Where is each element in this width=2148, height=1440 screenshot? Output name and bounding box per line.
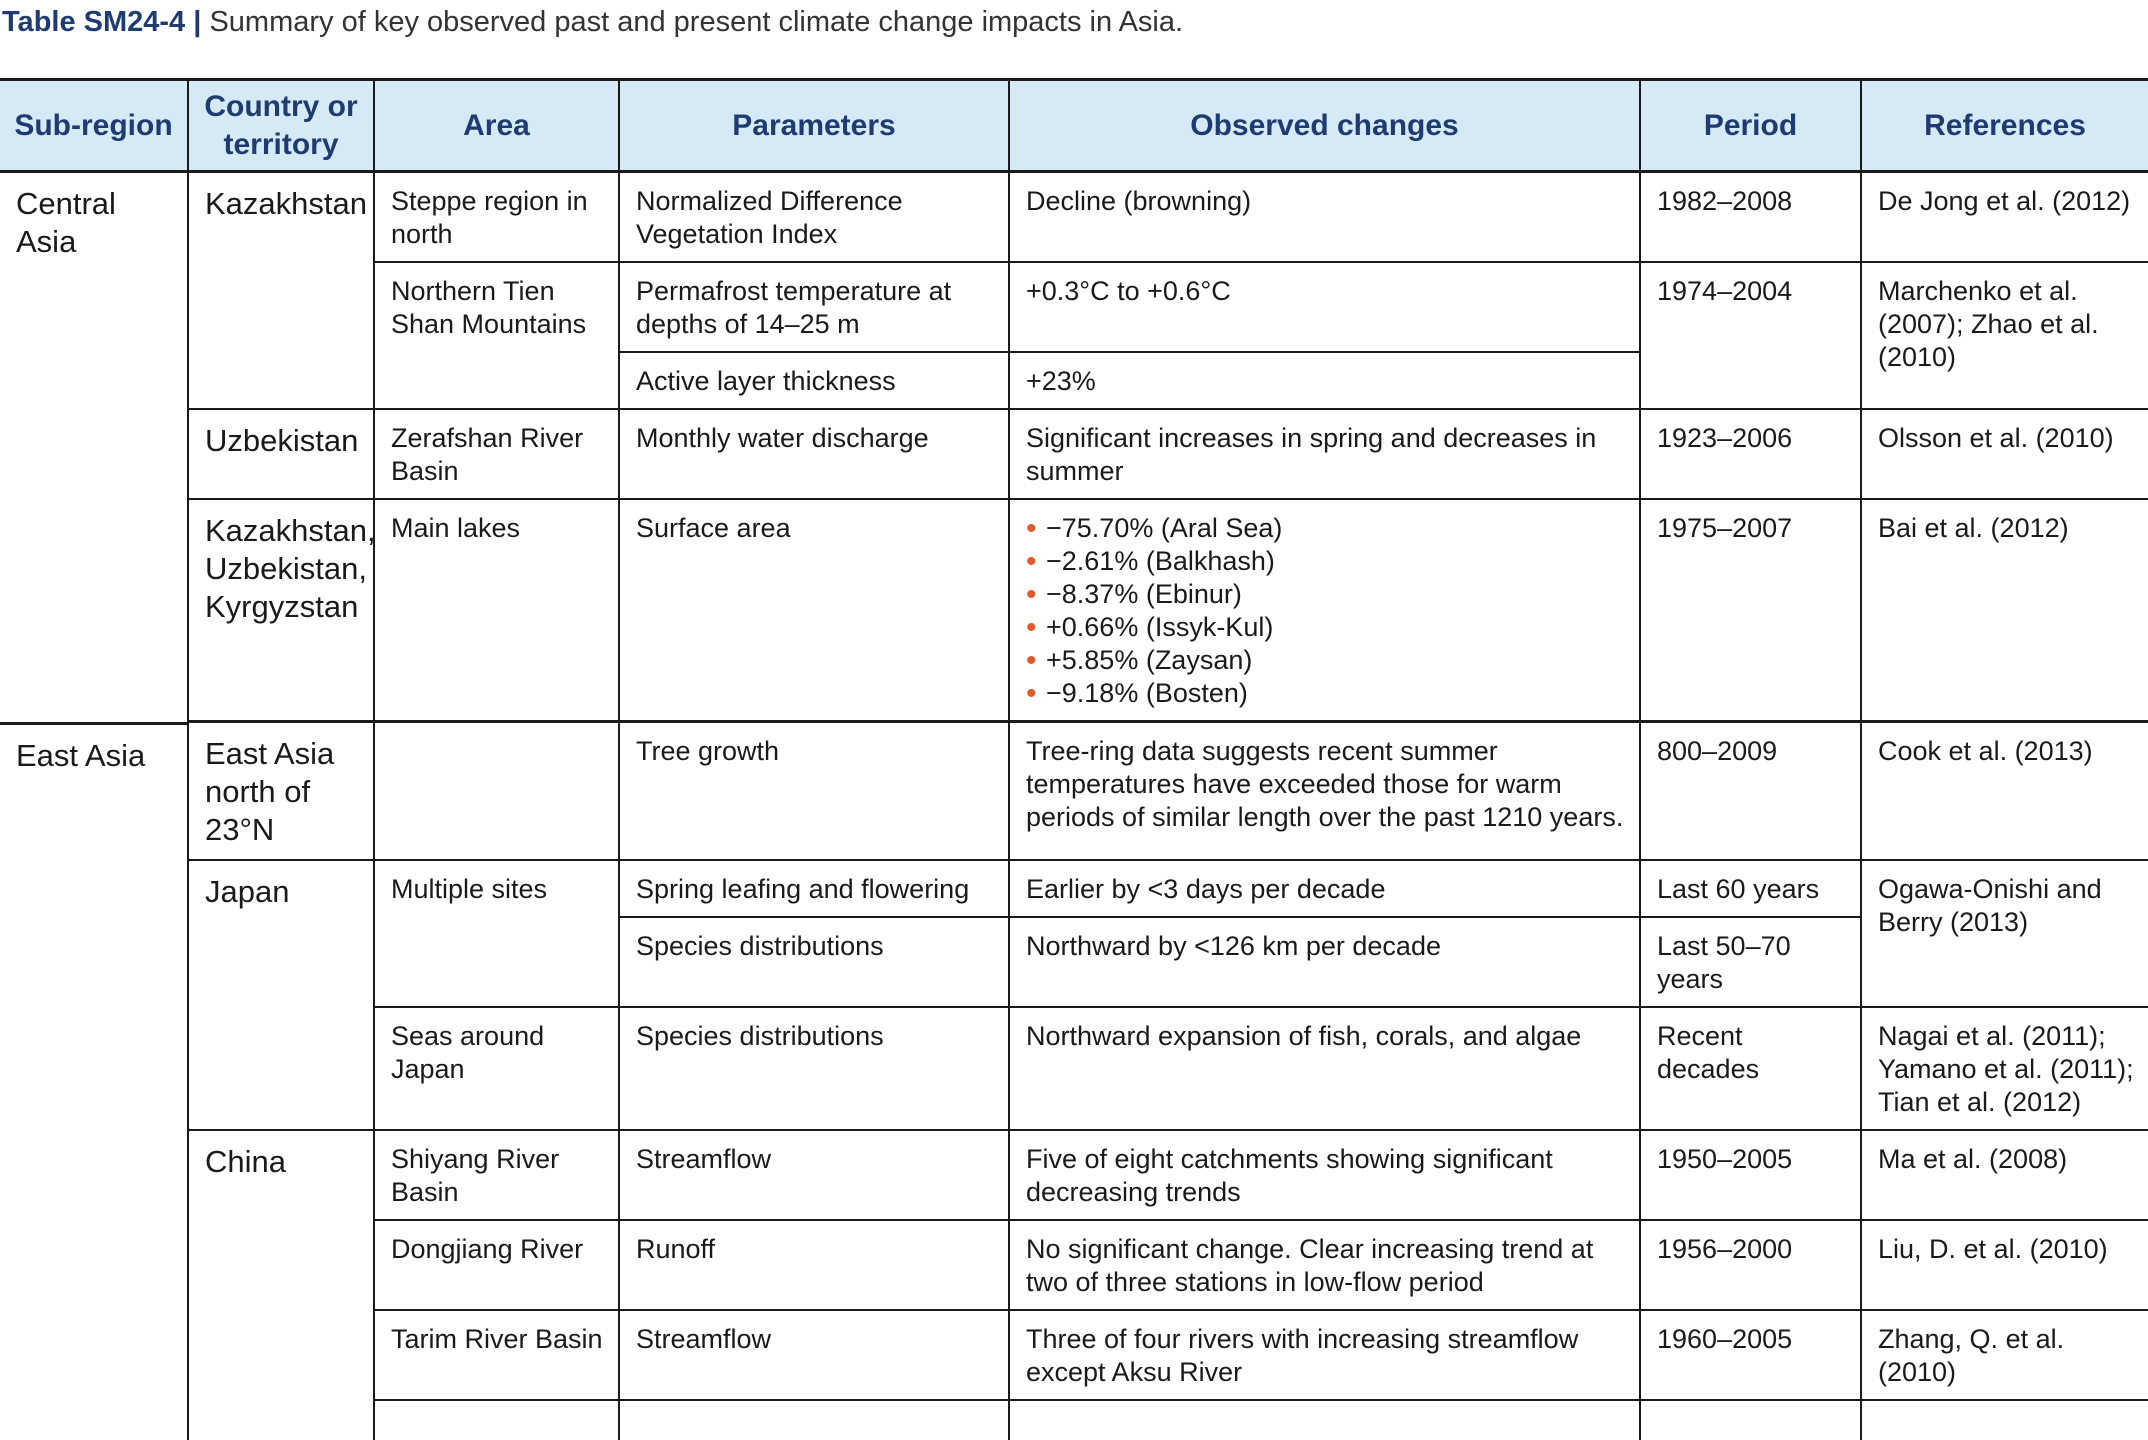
area-cell: [374, 1400, 619, 1440]
observed-cell: Three of four rivers with increasing streamflow except Aksu River: [1009, 1310, 1640, 1400]
area-cell: Dongjiang River: [374, 1220, 619, 1310]
parameter-cell: Permafrost temperature at depths of 14–25 m: [619, 262, 1009, 352]
table-row: [0, 499, 2148, 722]
reference-cell: Liu, D. et al. (2010): [1861, 1220, 2148, 1310]
period-cell: Last 60 years: [1640, 860, 1861, 917]
period-cell: Last 50–70 years: [1640, 917, 1861, 1007]
period-cell: 1950–2005: [1640, 1130, 1861, 1220]
header-observed-changes: Observed changes: [1009, 80, 1640, 172]
parameter-cell: Species distributions: [619, 917, 1009, 1007]
country-cell: China: [188, 1130, 374, 1440]
reference-cell: [1861, 1400, 2148, 1440]
observed-cell: Northward by <126 km per decade: [1009, 917, 1640, 1007]
header-references: References: [1861, 80, 2148, 172]
caption-separator: |: [193, 6, 202, 38]
observed-cell: Northward expansion of fish, corals, and algae: [1009, 1007, 1640, 1130]
area-cell: [374, 723, 619, 860]
period-cell: 1974–2004: [1640, 262, 1861, 409]
observed-cell: Earlier by <3 days per decade: [1009, 860, 1640, 917]
area-cell: Steppe region in north: [374, 172, 619, 263]
parameter-cell: Runoff: [619, 1220, 1009, 1310]
reference-cell: De Jong et al. (2012): [1861, 172, 2148, 263]
table-label: Table SM24-4: [2, 6, 186, 38]
observed-cell: [1009, 1400, 1640, 1440]
period-cell: 800–2009: [1640, 723, 1861, 860]
table-row: [0, 409, 2148, 499]
observed-cell: [1009, 499, 1640, 722]
reference-cell: Marchenko et al. (2007); Zhao et al. (2010): [1861, 262, 2148, 409]
area-cell: Seas around Japan: [374, 1007, 619, 1130]
area-cell: Tarim River Basin: [374, 1310, 619, 1400]
country-cell: Japan: [188, 860, 374, 1130]
parameter-cell: Monthly water discharge: [619, 409, 1009, 499]
sub-region-cell: East Asia: [16, 737, 146, 773]
period-cell: 1982–2008: [1640, 172, 1861, 263]
reference-cell: Bai et al. (2012): [1861, 499, 2148, 722]
country-cell: Kazakhstan: [188, 172, 374, 410]
list-item: • +5.85% (Zaysan): [1026, 644, 1629, 677]
header-country: Country or territory: [188, 80, 374, 172]
area-cell: Multiple sites: [374, 860, 619, 1007]
parameter-cell: Surface area: [619, 499, 1009, 722]
list-item: • −2.61% (Balkhash): [1026, 545, 1629, 578]
parameter-cell: Spring leafing and flowering: [619, 860, 1009, 917]
period-cell: 1956–2000: [1640, 1220, 1861, 1310]
lake-change-list: [1026, 512, 1629, 710]
reference-cell: Nagai et al. (2011); Yamano et al. (2011); Tian et al. (2012): [1861, 1007, 2148, 1130]
list-item: • −8.37% (Ebinur): [1026, 578, 1629, 611]
area-cell: Main lakes: [374, 499, 619, 722]
area-cell: Zerafshan River Basin: [374, 409, 619, 499]
parameter-cell: Streamflow: [619, 1130, 1009, 1220]
parameter-cell: Active layer thickness: [619, 352, 1009, 409]
reference-cell: Ogawa-Onishi and Berry (2013): [1861, 860, 2148, 1007]
area-cell: Northern Tien Shan Mountains: [374, 262, 619, 409]
period-cell: 1975–2007: [1640, 499, 1861, 722]
observed-cell: Decline (browning): [1009, 172, 1640, 263]
list-item: • −9.18% (Bosten): [1026, 677, 1629, 710]
observed-cell: Significant increases in spring and decreases in summer: [1009, 409, 1640, 499]
parameter-cell: Streamflow: [619, 1310, 1009, 1400]
reference-cell: Cook et al. (2013): [1861, 723, 2148, 860]
period-cell: 1960–2005: [1640, 1310, 1861, 1400]
observed-cell: Five of eight catchments showing significant decreasing trends: [1009, 1130, 1640, 1220]
header-period: Period: [1640, 80, 1861, 172]
observed-cell: +23%: [1009, 352, 1640, 409]
table-row: [0, 1130, 2148, 1220]
area-cell: Shiyang River Basin: [374, 1130, 619, 1220]
parameter-cell: [619, 1400, 1009, 1440]
sub-region-cell: Central Asia: [0, 172, 188, 724]
header-row: [0, 80, 2148, 172]
period-cell: Recent decades: [1640, 1007, 1861, 1130]
list-item: • −75.70% (Aral Sea): [1026, 512, 1629, 545]
table-row: [0, 723, 2148, 860]
table-caption: [2, 2, 1183, 42]
observed-cell: No significant change. Clear increasing trend at two of three stations in low-flow period: [1009, 1220, 1640, 1310]
header-area: Area: [374, 80, 619, 172]
header-sub-region: Sub-region: [0, 80, 188, 172]
observed-cell: Tree-ring data suggests recent summer temperatures have exceeded those for warm periods of similar length over the past 1210 years.: [1009, 723, 1640, 860]
climate-impacts-table: [0, 78, 2148, 1440]
parameter-cell: Normalized Difference Vegetation Index: [619, 172, 1009, 263]
list-item: • +0.66% (Issyk-Kul): [1026, 611, 1629, 644]
period-cell: 1923–2006: [1640, 409, 1861, 499]
header-parameters: Parameters: [619, 80, 1009, 172]
reference-cell: Ma et al. (2008): [1861, 1130, 2148, 1220]
table-row: [0, 172, 2148, 263]
table-row: [0, 860, 2148, 917]
country-cell: Kazakhstan, Uzbekistan, Kyrgyzstan: [188, 499, 374, 722]
reference-cell: Zhang, Q. et al. (2010): [1861, 1310, 2148, 1400]
observed-cell: +0.3°C to +0.6°C: [1009, 262, 1640, 352]
parameter-cell: Species distributions: [619, 1007, 1009, 1130]
reference-cell: Olsson et al. (2010): [1861, 409, 2148, 499]
caption-text: Summary of key observed past and present climate change impacts in Asia.: [209, 6, 1184, 38]
country-cell: East Asia north of 23°N: [188, 723, 374, 860]
country-cell: Uzbekistan: [188, 409, 374, 499]
period-cell: [1640, 1400, 1861, 1440]
parameter-cell: Tree growth: [619, 723, 1009, 860]
